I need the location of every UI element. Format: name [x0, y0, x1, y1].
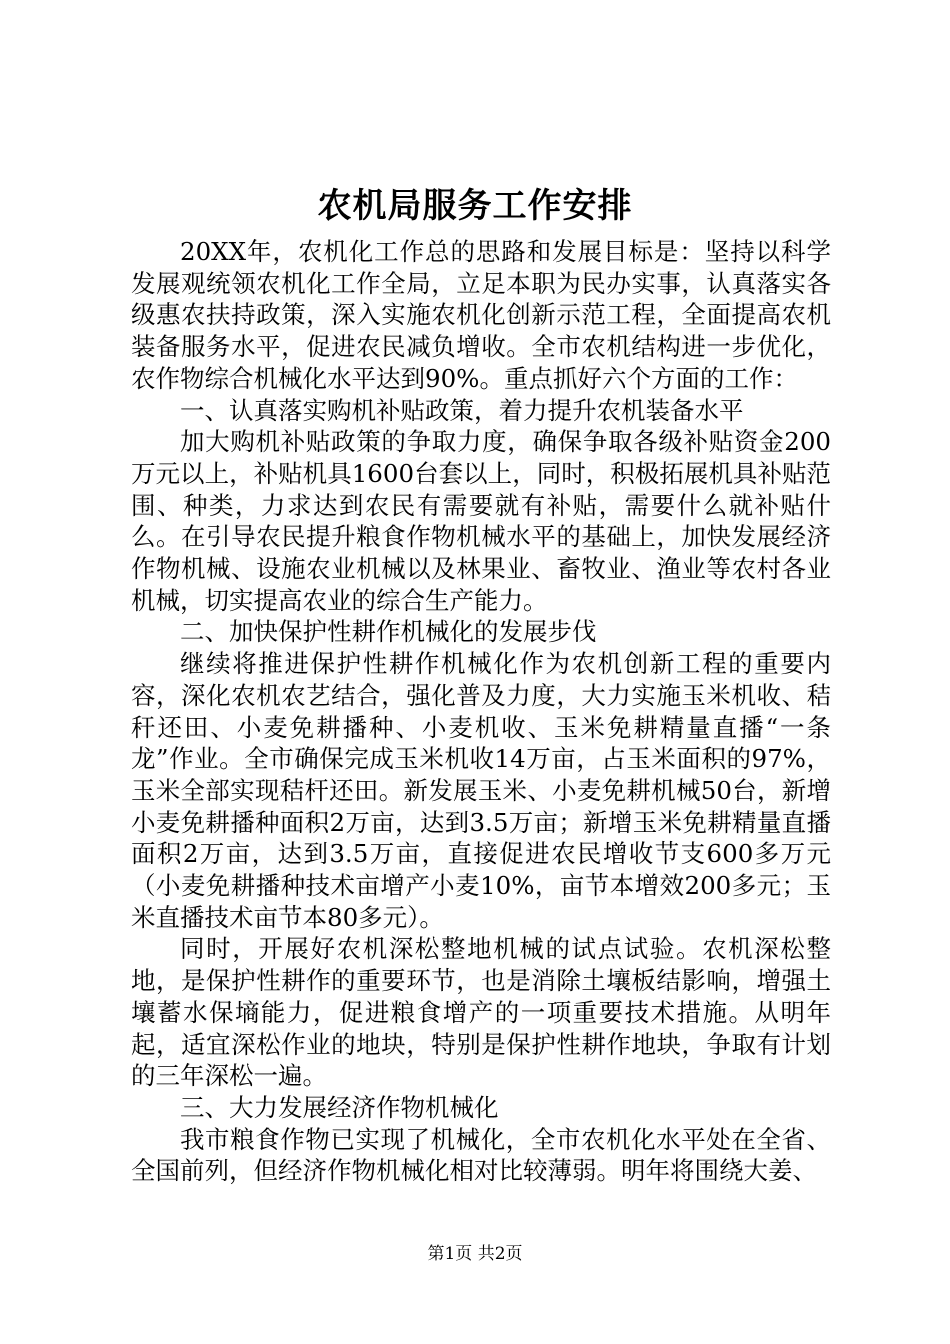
- document-title: 农机局服务工作安排: [317, 186, 633, 226]
- section-heading-1: 一、认真落实购机补贴政策，着力提升农机装备水平: [180, 395, 744, 425]
- paragraph-section-3: 我市粮食作物已实现了机械化，全市农机化水平处在全省、全国前列，但经济作物机械化相对比较薄弱。明年将围绕大姜、: [131, 1124, 831, 1186]
- document-body: [131, 236, 831, 1187]
- page-number-footer: 第1页 共2页: [427, 1244, 523, 1264]
- paragraph-section-1: 加大购机补贴政策的争取力度，确保争取各级补贴资金200万元以上，补贴机具1600台套以上，同时，积极拓展机具补贴范围、种类，力求达到农民有需要就有补贴，需要什么就补贴什么。在引导农民提升粮食作物机械水平的基础上，加快发展经济作物机械、设施农业机械以及林果业、畜牧业、渔业等农村各业机械，切实提高农业的综合生产能力。: [131, 427, 831, 615]
- section-heading-3: 三、大力发展经济作物机械化: [180, 1092, 499, 1122]
- paragraph-section-2-continued: 同时，开展好农机深松整地机械的试点试验。农机深松整地，是保护性耕作的重要环节，也是消除土壤板结影响，增强土壤蓄水保墒能力，促进粮食增产的一项重要技术措施。从明年起，适宜深松作业的地块，特别是保护性耕作地块，争取有计划的三年深松一遍。: [131, 934, 831, 1091]
- section-heading-2: 二、加快保护性耕作机械化的发展步伐: [180, 617, 597, 647]
- paragraph-intro: 20XX年，农机化工作总的思路和发展目标是：坚持以科学发展观统领农机化工作全局，立足本职为民办实事，认真落实各级惠农扶持政策，深入实施农机化创新示范工程，全面提高农机装备服务水平，促进农民减负增收。全市农机结构进一步优化，农作物综合机械化水平达到90%。重点抓好六个方面的工作：: [131, 237, 831, 393]
- paragraph-section-2: 继续将推进保护性耕作机械化作为农机创新工程的重要内容，深化农机农艺结合，强化普及力度，大力实施玉米机收、秸秆还田、小麦免耕播种、小麦机收、玉米免耕精量直播“一条龙”作业。全市确保完成玉米机收14万亩，占玉米面积的97%，玉米全部实现秸杆还田。新发展玉米、小麦免耕机械50台，新增小麦免耕播种面积2万亩，达到3.5万亩；新增玉米免耕精量直播面积2万亩，达到3.5万亩，直接促进农民增收节支600多万元（小麦免耕播种技术亩增产小麦10%，亩节本增效200多元；玉米直播技术亩节本80多元）。: [131, 649, 831, 932]
